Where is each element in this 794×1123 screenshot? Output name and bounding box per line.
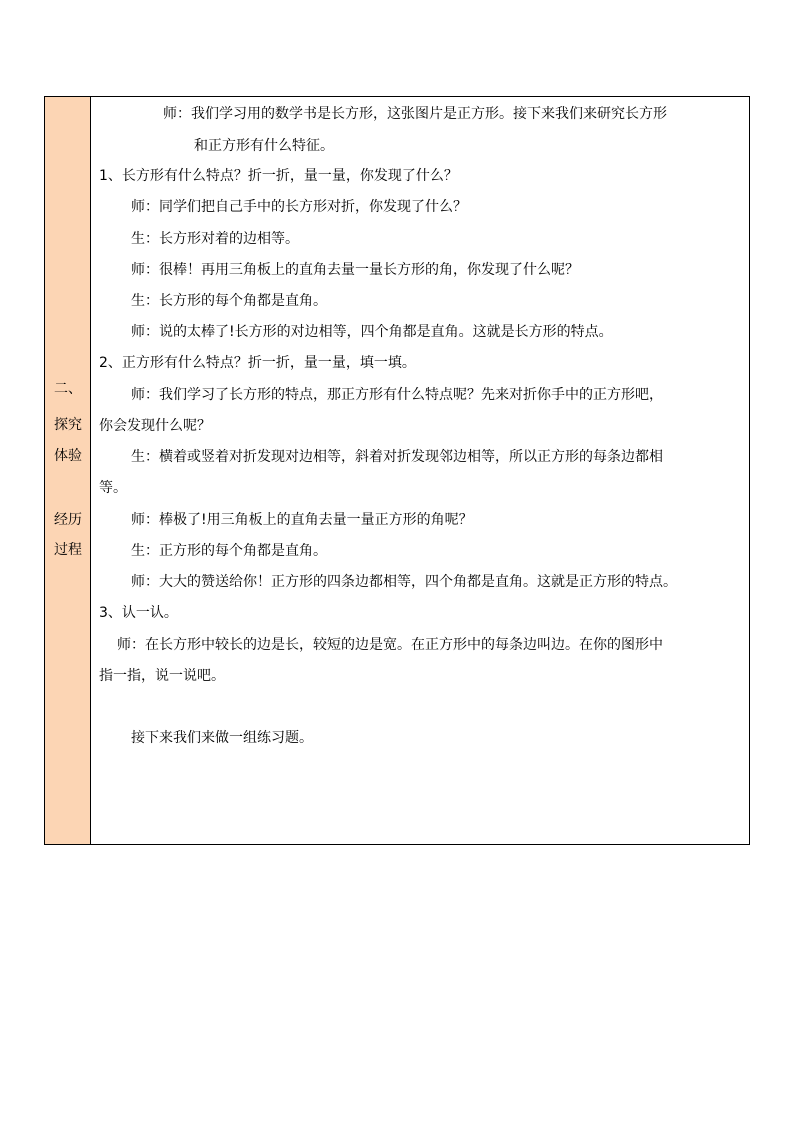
text-line: 你会发现什么呢？ <box>99 418 211 434</box>
section-title-line-4: 过程 <box>54 542 82 558</box>
section-label-column <box>45 97 91 844</box>
lesson-table <box>44 96 750 845</box>
section-title-line-3: 经历 <box>54 512 82 528</box>
text-line: 和正方形有什么特征。 <box>194 138 334 154</box>
text-line: 师：我们学习了长方形的特点，那正方形有什么特点呢？先来对折你手中的正方形吧， <box>131 387 663 403</box>
text-line: 师：大大的赞送给你！正方形的四条边都相等，四个角都是直角。这就是正方形的特点。 <box>131 574 677 590</box>
text-line: 1、长方形有什么特点？折一折，量一量，你发现了什么？ <box>99 168 458 184</box>
text-line: 师：说的太棒了!长方形的对边相等，四个角都是直角。这就是长方形的特点。 <box>131 324 613 340</box>
text-line: 生：正方形的每个角都是直角。 <box>131 543 327 559</box>
section-title-line-2: 体验 <box>54 448 82 464</box>
text-line: 师：同学们把自己手中的长方形对折，你发现了什么？ <box>131 199 467 215</box>
section-number: 二、 <box>54 381 82 397</box>
section-title-line-1: 探究 <box>54 417 82 433</box>
text-line: 师：很棒！再用三角板上的直角去量一量长方形的角，你发现了什么呢？ <box>131 262 579 278</box>
text-line: 生：横着或竖着对折发现对边相等，斜着对折发现邻边相等，所以正方形的每条边都相 <box>131 449 663 465</box>
text-line: 3、认一认。 <box>99 605 178 621</box>
text-line: 生：长方形对着的边相等。 <box>131 231 299 247</box>
text-line: 指一指，说一说吧。 <box>99 668 225 684</box>
text-line: 等。 <box>99 480 127 496</box>
text-line: 师：我们学习用的数学书是长方形，这张图片是正方形。接下来我们来研究长方形 <box>163 106 667 122</box>
text-line: 师：在长方形中较长的边是长，较短的边是宽。在正方形中的每条边叫边。在你的图形中 <box>117 637 663 653</box>
text-line: 2、正方形有什么特点？折一折，量一量，填一填。 <box>99 355 416 371</box>
text-line: 师：棒极了!用三角板上的直角去量一量正方形的角呢？ <box>131 512 473 528</box>
text-line: 接下来我们来做一组练习题。 <box>131 730 313 746</box>
lesson-content <box>91 97 749 844</box>
text-line: 生：长方形的每个角都是直角。 <box>131 293 327 309</box>
